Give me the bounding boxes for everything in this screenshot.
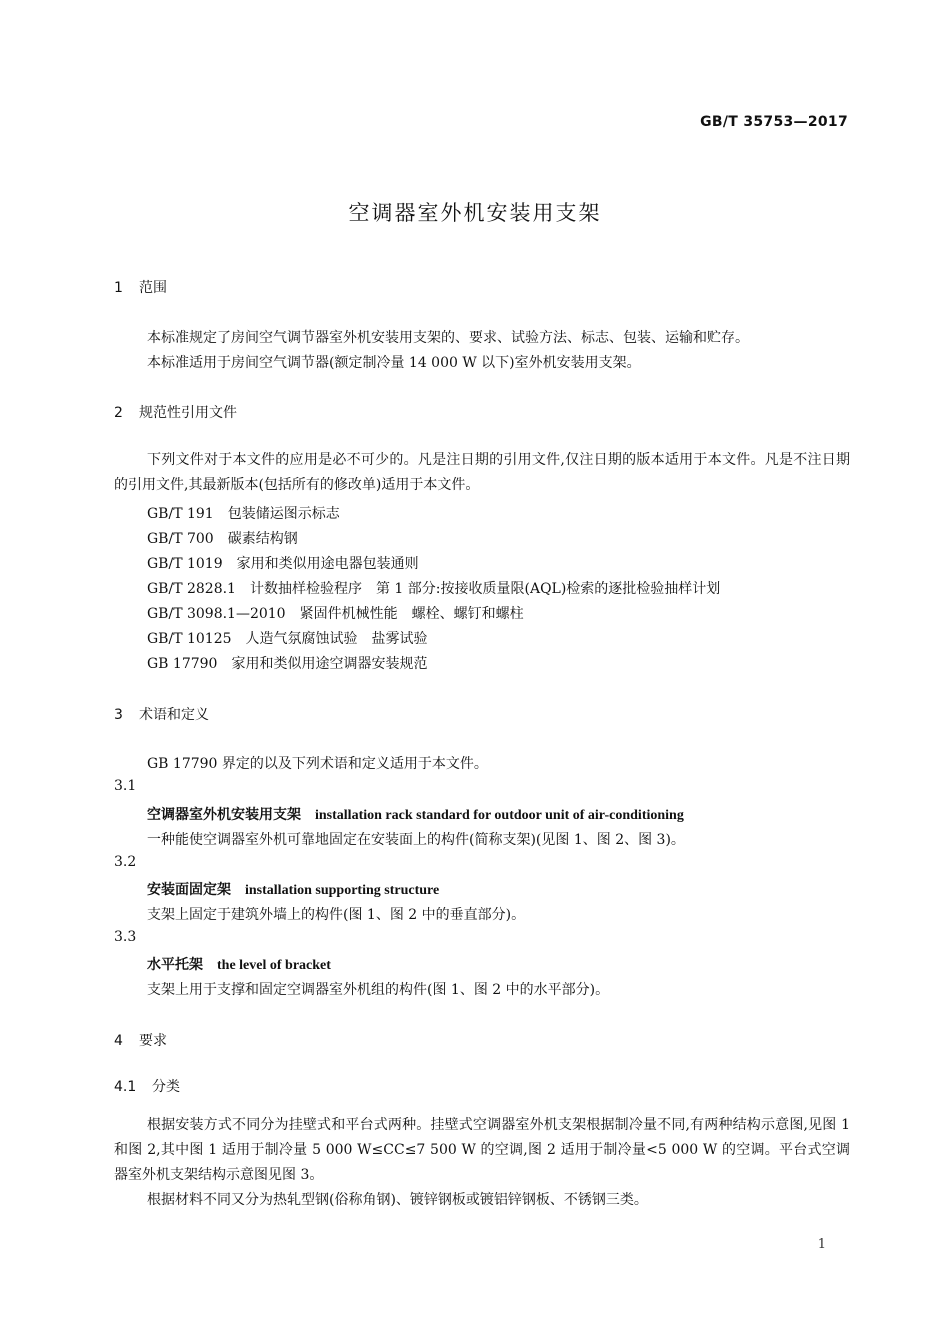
term-entry — [147, 804, 684, 824]
reference-item — [147, 528, 298, 548]
term-entry — [147, 954, 331, 974]
section-1-heading — [114, 277, 167, 297]
reference-code: GB/T 191 — [147, 506, 214, 522]
term-definition: 支架上用于支撑和固定空调器室外机组的构件(图 1、图 2 中的水平部分)。 — [147, 982, 610, 998]
term-entry — [147, 879, 439, 899]
reference-name: 包装储运图示标志 — [227, 506, 340, 522]
document-title: 空调器室外机安装用支架 — [348, 201, 602, 225]
subsection-title: 分类 — [152, 1079, 180, 1095]
section-title: 规范性引用文件 — [139, 405, 237, 421]
term-zh: 安装面固定架 — [147, 882, 231, 898]
paragraph: 下列文件对于本文件的应用是必不可少的。凡是注日期的引用文件,仅注日期的版本适用于本文件。凡是不注日期的引用文件,其最新版本(包括所有的修改单)适用于本文件。 — [114, 452, 850, 493]
reference-item — [147, 553, 419, 573]
clause-number: 3.3 — [114, 929, 137, 945]
reference-code: GB/T 10125 — [147, 631, 232, 647]
subsection-4-1-heading — [114, 1076, 180, 1096]
reference-name: 计数抽样检验程序 第 1 部分:按接收质量限(AQL)检索的逐批检验抽样计划 — [249, 581, 721, 597]
section-number: 3 — [114, 707, 123, 723]
term-definition: 一种能使空调器室外机可靠地固定在安装面上的构件(简称支架)(见图 1、图 2、图 3)。 — [147, 832, 685, 848]
section-title: 术语和定义 — [139, 707, 209, 723]
term-zh: 水平托架 — [147, 957, 203, 973]
reference-name: 紧固件机械性能 螺栓、螺钉和螺柱 — [299, 606, 524, 622]
reference-item — [147, 503, 340, 523]
reference-item — [147, 578, 720, 598]
section-2-heading — [114, 402, 237, 422]
reference-item — [147, 653, 427, 673]
term-en: installation rack standard for outdoor unit of air-conditioning — [315, 808, 684, 823]
reference-code: GB/T 3098.1—2010 — [147, 606, 286, 622]
section-title: 范围 — [139, 280, 167, 296]
paragraph: 本标准规定了房间空气调节器室外机安装用支架的、要求、试验方法、标志、包装、运输和贮存。 — [147, 330, 749, 346]
reference-code: GB/T 700 — [147, 531, 214, 547]
reference-name: 碳素结构钢 — [227, 531, 298, 547]
section-number: 1 — [114, 280, 123, 296]
term-en: the level of bracket — [217, 958, 331, 973]
reference-name: 人造气氛腐蚀试验 盐雾试验 — [245, 631, 428, 647]
paragraph: 本标准适用于房间空气调节器(额定制冷量 14 000 W 以下)室外机安装用支架。 — [147, 355, 641, 371]
reference-name: 家用和类似用途空调器安装规范 — [231, 656, 428, 672]
subsection-number: 4.1 — [114, 1079, 137, 1095]
page-number: 1 — [817, 1237, 826, 1252]
section-3-heading — [114, 704, 209, 724]
reference-item — [147, 628, 428, 648]
standard-number: GB/T 35753—2017 — [700, 114, 848, 130]
term-zh: 空调器室外机安装用支架 — [147, 807, 301, 823]
reference-code: GB/T 2828.1 — [147, 581, 236, 597]
section-number: 2 — [114, 405, 123, 421]
term-en: installation supporting structure — [245, 883, 440, 898]
paragraph: 根据材料不同又分为热轧型钢(俗称角钢)、镀锌钢板或镀铝锌钢板、不锈钢三类。 — [147, 1192, 648, 1208]
reference-name: 家用和类似用途电器包装通则 — [236, 556, 419, 572]
section-number: 4 — [114, 1033, 123, 1049]
clause-number: 3.2 — [114, 854, 137, 870]
section-title: 要求 — [139, 1033, 167, 1049]
paragraph: 根据安装方式不同分为挂壁式和平台式两种。挂壁式空调器室外机支架根据制冷量不同,有两种结构示意图,见图 1 和图 2,其中图 1 适用于制冷量 5 000 W≤CC≤7 500 W 的空调,图 2 适用于制冷量<5 000 W 的空调。平台式空调器室外机支架结构示意图见图 3。 — [114, 1117, 850, 1183]
reference-code: GB 17790 — [147, 656, 218, 672]
section-4-heading — [114, 1030, 167, 1050]
reference-code: GB/T 1019 — [147, 556, 223, 572]
term-definition: 支架上固定于建筑外墙上的构件(图 1、图 2 中的垂直部分)。 — [147, 907, 526, 923]
reference-item — [147, 603, 524, 623]
clause-number: 3.1 — [114, 778, 137, 794]
paragraph: GB 17790 界定的以及下列术语和定义适用于本文件。 — [147, 756, 488, 772]
